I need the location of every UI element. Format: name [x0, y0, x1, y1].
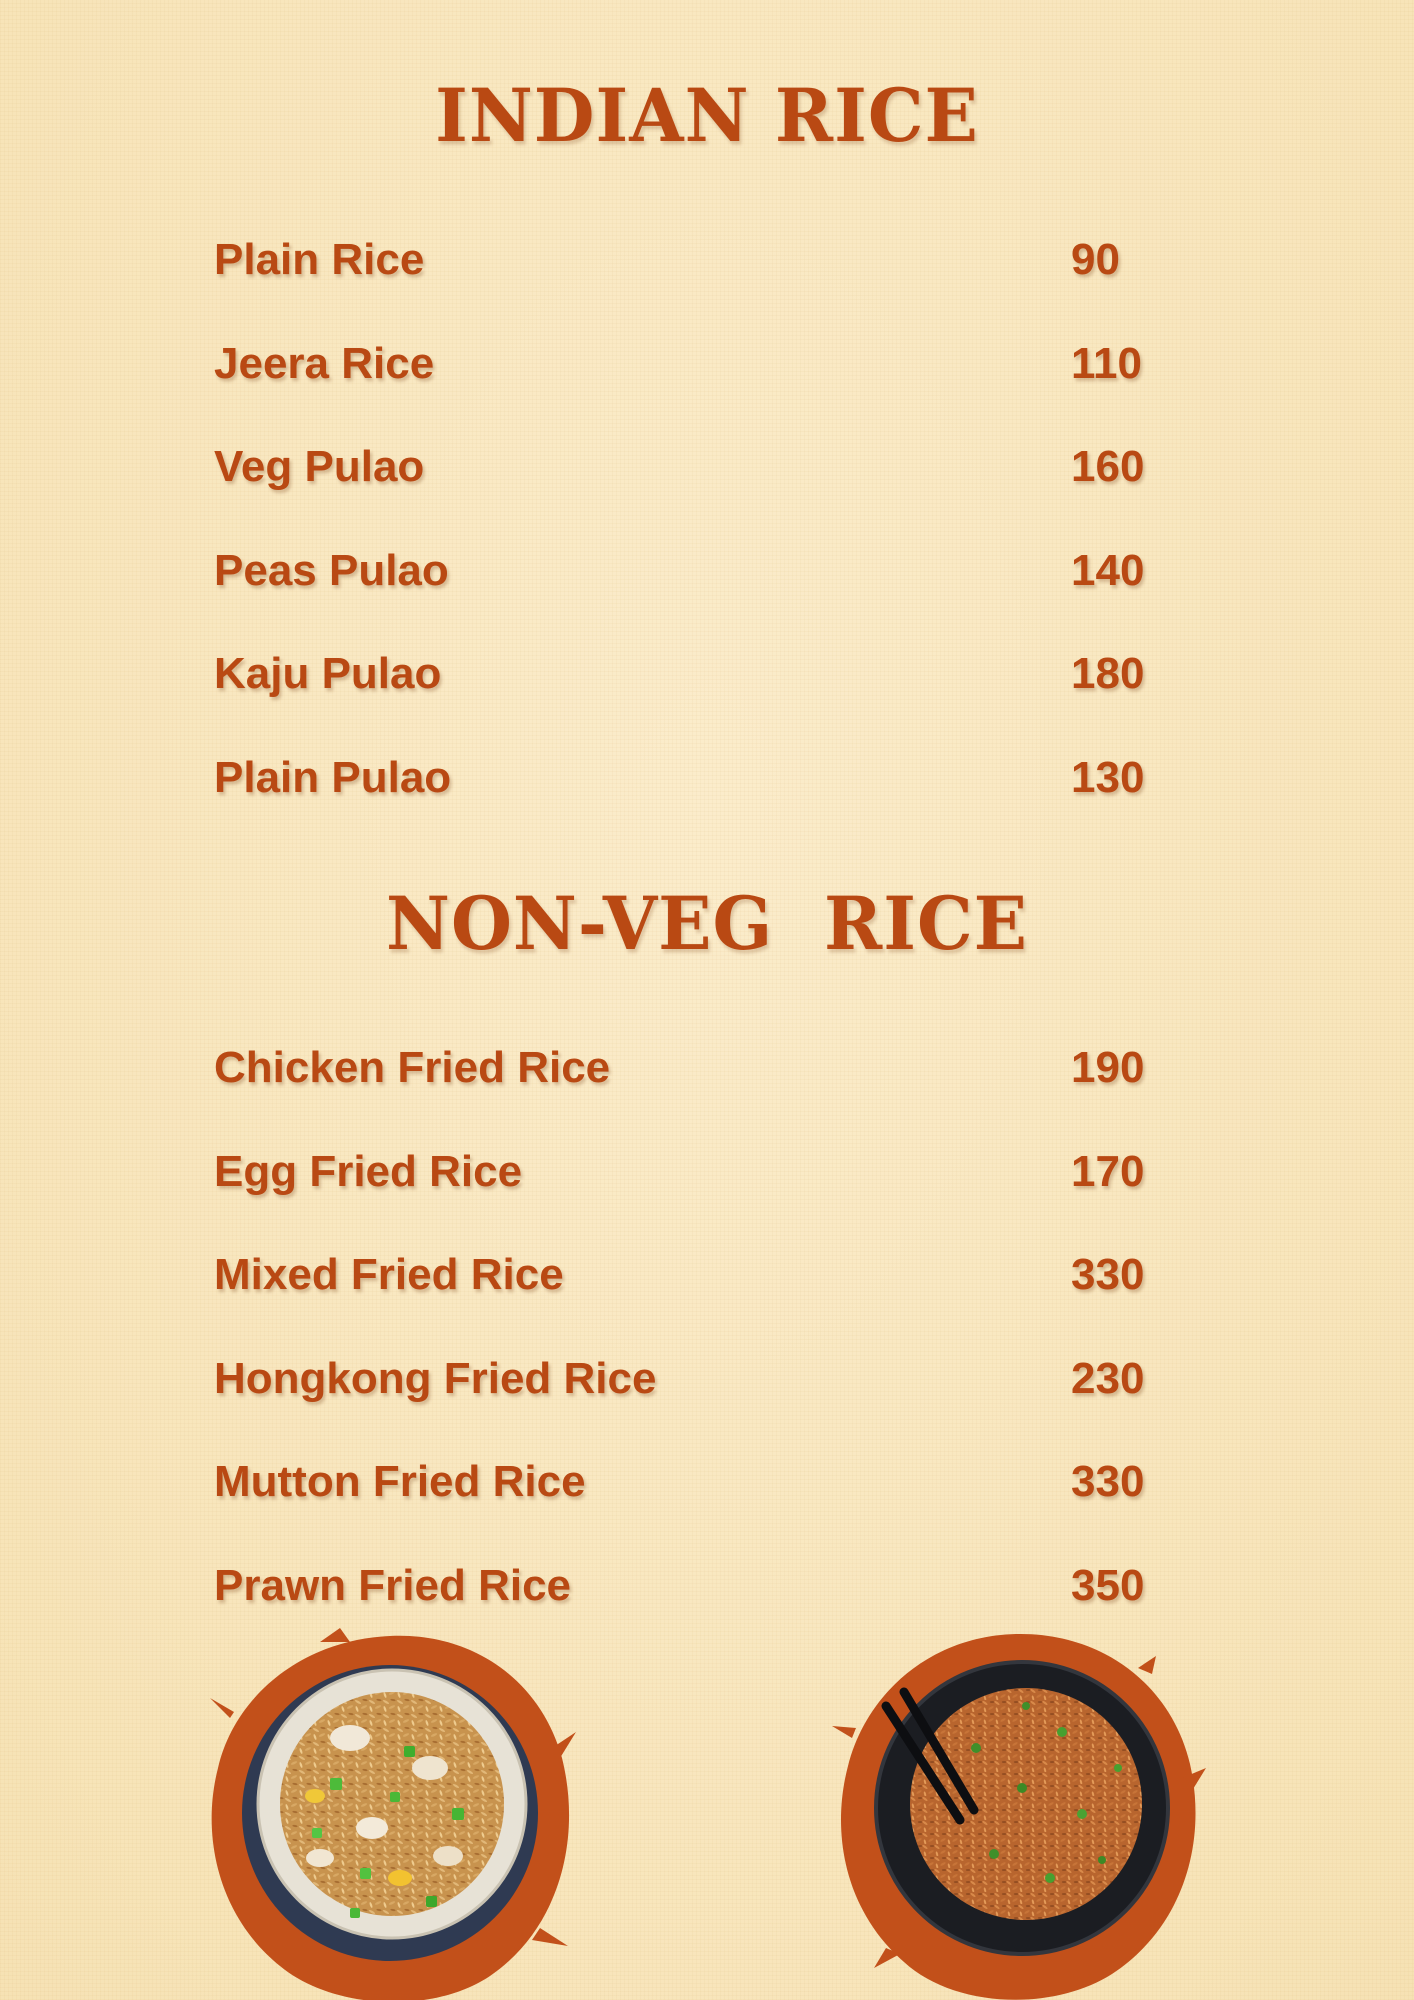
menu-item	[214, 228, 1214, 332]
section-title-non-veg-rice: NON-VEG RICE	[385, 879, 1029, 968]
item-price: 190	[1071, 1043, 1145, 1092]
item-price: 160	[1071, 442, 1145, 492]
fried-rice-bowl-image	[200, 1628, 580, 2000]
menu-item	[214, 642, 1214, 746]
item-name: Mixed Fried Rice	[214, 1250, 564, 1300]
menu-item	[214, 1450, 1214, 1554]
item-name: Mutton Fried Rice	[214, 1457, 586, 1507]
item-price: 330	[1071, 1250, 1145, 1300]
menu-item	[214, 1243, 1214, 1347]
item-price: 350	[1071, 1560, 1145, 1610]
item-name: Plain Rice	[214, 235, 425, 284]
item-name: Peas Pulao	[214, 545, 449, 595]
section-title-indian-rice: INDIAN RICE	[435, 71, 979, 160]
menu-list-indian-rice	[214, 228, 1214, 850]
item-name: Hongkong Fried Rice	[214, 1353, 657, 1403]
item-name: Chicken Fried Rice	[214, 1043, 611, 1092]
item-price: 170	[1071, 1146, 1145, 1196]
menu-item	[214, 1347, 1214, 1451]
item-price: 230	[1071, 1353, 1145, 1403]
item-price: 130	[1071, 752, 1145, 802]
item-name: Plain Pulao	[214, 752, 452, 802]
menu-item	[214, 539, 1214, 643]
item-name: Veg Pulao	[214, 442, 425, 492]
menu-item	[214, 1036, 1214, 1140]
item-price: 140	[1071, 545, 1145, 595]
item-price: 330	[1071, 1457, 1145, 1507]
item-name: Egg Fried Rice	[214, 1146, 523, 1196]
fried-rice-plate-image	[826, 1628, 1206, 2000]
menu-item	[214, 746, 1214, 850]
item-name: Prawn Fried Rice	[214, 1560, 572, 1610]
item-price: 180	[1071, 649, 1145, 699]
item-name: Jeera Rice	[214, 338, 435, 388]
menu-item	[214, 1140, 1214, 1244]
item-price: 110	[1071, 338, 1142, 388]
menu-item	[214, 332, 1214, 436]
menu-item	[214, 435, 1214, 539]
item-price: 90	[1071, 235, 1120, 284]
item-name: Kaju Pulao	[214, 649, 442, 699]
menu-list-non-veg-rice	[214, 1036, 1214, 1658]
